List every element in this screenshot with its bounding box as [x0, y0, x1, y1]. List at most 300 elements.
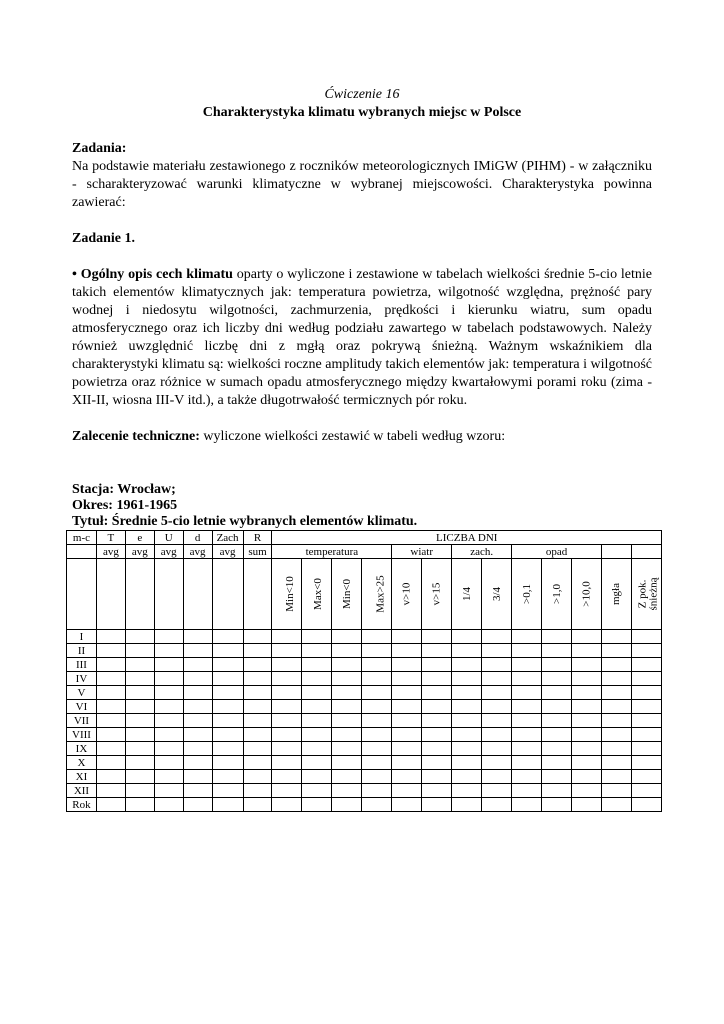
- table-cell: [572, 630, 602, 644]
- table-cell: [362, 700, 392, 714]
- table-cell: [512, 742, 542, 756]
- table-cell: [183, 658, 212, 672]
- table-cell: [96, 644, 125, 658]
- table-cell: [631, 756, 661, 770]
- table-cell: [422, 686, 452, 700]
- table-cell: [631, 686, 661, 700]
- table-cell: [272, 770, 302, 784]
- table-cell: [542, 630, 572, 644]
- table-cell: [332, 728, 362, 742]
- table-cell: [302, 714, 332, 728]
- table-cell: [572, 686, 602, 700]
- vertical-header: mgła: [601, 559, 631, 630]
- table-cell: [512, 700, 542, 714]
- table-cell: [482, 770, 512, 784]
- table-cell: [272, 742, 302, 756]
- table-cell: [125, 686, 154, 700]
- table-cell: [512, 756, 542, 770]
- table-cell: [601, 700, 631, 714]
- table-cell: [631, 770, 661, 784]
- table-cell: [392, 728, 422, 742]
- table-cell: [392, 644, 422, 658]
- month-label: IX: [67, 742, 97, 756]
- table-cell: [452, 742, 482, 756]
- table-cell: [572, 798, 602, 812]
- month-label: III: [67, 658, 97, 672]
- table-cell: [542, 658, 572, 672]
- table-cell: [392, 756, 422, 770]
- table-cell: [572, 784, 602, 798]
- table-cell: [601, 728, 631, 742]
- table-cell: [272, 672, 302, 686]
- header-cell: [67, 545, 97, 559]
- table-cell: [452, 784, 482, 798]
- table-cell: [452, 686, 482, 700]
- table-cell: [512, 770, 542, 784]
- table-cell: [125, 714, 154, 728]
- table-cell: [183, 728, 212, 742]
- table-cell: [362, 756, 392, 770]
- table-cell: [392, 700, 422, 714]
- table-cell: [512, 658, 542, 672]
- table-cell: [272, 784, 302, 798]
- month-label: IV: [67, 672, 97, 686]
- table-cell: [512, 798, 542, 812]
- table-cell: [212, 672, 243, 686]
- table-cell: [125, 770, 154, 784]
- header-cell: [67, 559, 97, 630]
- header-cell: U: [154, 531, 183, 545]
- table-cell: [542, 644, 572, 658]
- tasks-text: Na podstawie materiału zestawionego z roczników meteorologicznych IMiGW (PIHM) - w załączniku - scharakteryzować warunki klimatyczne w wybranej miejscowości. Charakterystyka powinna zawierać:: [72, 159, 652, 210]
- table-cell: [542, 728, 572, 742]
- header-cell: [601, 545, 631, 559]
- table-cell: [631, 672, 661, 686]
- table-cell: [631, 728, 661, 742]
- table-cell: [362, 630, 392, 644]
- table-row: [67, 686, 662, 700]
- table-cell: [212, 770, 243, 784]
- month-label: Rok: [67, 798, 97, 812]
- table-cell: [96, 742, 125, 756]
- snow-line1: Z pok.: [636, 579, 649, 609]
- document-page: [72, 86, 660, 812]
- table-cell: [302, 728, 332, 742]
- month-label: XII: [67, 784, 97, 798]
- table-row: [67, 630, 662, 644]
- table-cell: [362, 770, 392, 784]
- table-title: Tytuł: Średnie 5-cio letnie wybranych elementów klimatu.: [72, 514, 418, 529]
- table-cell: [422, 742, 452, 756]
- table-cell: [542, 756, 572, 770]
- table-cell: [243, 672, 272, 686]
- station-period: Okres: 1961-1965: [72, 498, 178, 513]
- table-cell: [96, 784, 125, 798]
- table-cell: [452, 728, 482, 742]
- table-row: [67, 644, 662, 658]
- table-cell: [96, 714, 125, 728]
- table-cell: [512, 728, 542, 742]
- climate-table: [66, 530, 662, 812]
- header-cell: [212, 559, 243, 630]
- table-cell: [96, 630, 125, 644]
- table-cell: [482, 742, 512, 756]
- table-cell: [154, 672, 183, 686]
- table-cell: [125, 756, 154, 770]
- table-cell: [212, 630, 243, 644]
- table-cell: [212, 728, 243, 742]
- header-row-3: [67, 559, 662, 630]
- header-cell: [125, 559, 154, 630]
- table-cell: [183, 770, 212, 784]
- table-cell: [125, 784, 154, 798]
- table-cell: [183, 798, 212, 812]
- vertical-header: Max<0: [302, 559, 332, 630]
- table-cell: [452, 644, 482, 658]
- table-cell: [422, 798, 452, 812]
- table-cell: [601, 658, 631, 672]
- table-cell: [572, 672, 602, 686]
- table-row: [67, 672, 662, 686]
- table-cell: [154, 714, 183, 728]
- table-cell: [212, 798, 243, 812]
- table-cell: [243, 714, 272, 728]
- table-cell: [482, 756, 512, 770]
- task1-heading: Zadanie 1.: [72, 231, 136, 246]
- table-cell: [302, 756, 332, 770]
- vertical-header: 3/4: [482, 559, 512, 630]
- recommendation-lead: Zalecenie techniczne:: [72, 429, 200, 444]
- table-cell: [154, 686, 183, 700]
- table-cell: [512, 672, 542, 686]
- table-cell: [243, 686, 272, 700]
- header-cell: [243, 559, 272, 630]
- table-cell: [482, 798, 512, 812]
- table-cell: [272, 644, 302, 658]
- table-cell: [332, 770, 362, 784]
- table-cell: [482, 686, 512, 700]
- table-cell: [601, 630, 631, 644]
- table-cell: [125, 672, 154, 686]
- table-cell: [212, 784, 243, 798]
- table-cell: [572, 756, 602, 770]
- table-cell: [302, 644, 332, 658]
- table-cell: [572, 714, 602, 728]
- table-cell: [422, 672, 452, 686]
- vertical-header: >10,0: [572, 559, 602, 630]
- table-cell: [154, 756, 183, 770]
- table-cell: [183, 756, 212, 770]
- table-row: [67, 714, 662, 728]
- table-row: [67, 784, 662, 798]
- table-cell: [601, 742, 631, 756]
- month-label: II: [67, 644, 97, 658]
- table-cell: [125, 742, 154, 756]
- table-cell: [302, 742, 332, 756]
- table-cell: [212, 756, 243, 770]
- table-cell: [452, 658, 482, 672]
- table-cell: [601, 784, 631, 798]
- table-cell: [362, 644, 392, 658]
- table-cell: [482, 672, 512, 686]
- header-cell: avg: [183, 545, 212, 559]
- header-cell: Zach: [212, 531, 243, 545]
- table-cell: [272, 798, 302, 812]
- month-label: XI: [67, 770, 97, 784]
- table-cell: [272, 700, 302, 714]
- table-cell: [183, 644, 212, 658]
- table-cell: [154, 770, 183, 784]
- table-cell: [392, 658, 422, 672]
- table-cell: [601, 714, 631, 728]
- table-cell: [154, 700, 183, 714]
- table-cell: [125, 644, 154, 658]
- table-cell: [96, 798, 125, 812]
- table-cell: [512, 644, 542, 658]
- header-cell: d: [183, 531, 212, 545]
- table-cell: [96, 770, 125, 784]
- table-cell: [125, 700, 154, 714]
- table-cell: [482, 658, 512, 672]
- table-cell: [542, 686, 572, 700]
- table-cell: [332, 672, 362, 686]
- table-cell: [631, 742, 661, 756]
- table-cell: [572, 644, 602, 658]
- table-cell: [332, 658, 362, 672]
- vertical-header: v>10: [392, 559, 422, 630]
- header-cell: m-c: [67, 531, 97, 545]
- table-cell: [243, 700, 272, 714]
- exercise-number: Ćwiczenie 16: [324, 87, 400, 102]
- table-cell: [601, 672, 631, 686]
- table-cell: [302, 672, 332, 686]
- table-cell: [392, 784, 422, 798]
- group-opad: opad: [512, 545, 602, 559]
- table-cell: [362, 784, 392, 798]
- table-cell: [631, 714, 661, 728]
- table-cell: [482, 630, 512, 644]
- table-cell: [183, 630, 212, 644]
- table-cell: [154, 742, 183, 756]
- header-row-2: [67, 545, 662, 559]
- table-cell: [243, 742, 272, 756]
- table-cell: [362, 714, 392, 728]
- table-cell: [512, 784, 542, 798]
- table-cell: [332, 784, 362, 798]
- task1-text: oparty o wyliczone i zestawione w tabelach wielkości średnie 5-cio letnie takich elementów klimatycznych jak: temperatura powietrza, wilgotność względna, prężność pary wodnej i niedosytu wilgotności, zachmurzenia, prędkości i kierunku wiatru, sum opadu atmosferycznego oraz ich liczby dni według podziału zawartego w tabelach podstawowych. Należy również uwzględnić liczbę dni z mgłą oraz pokrywą śnieżną. Ważnym wskaźnikiem dla charakterystyki klimatu są: wielkości roczne amplitudy takich elementów jak: temperatura i wilgotność powietrza oraz różnice w sumach opadu atmosferycznego między kwartałowymi porami roku (zima - XII-II, wiosna III-V itd.), a także długotrwałość termicznych pór roku.: [72, 267, 652, 408]
- table-cell: [452, 672, 482, 686]
- table-cell: [572, 728, 602, 742]
- table-cell: [272, 714, 302, 728]
- table-cell: [154, 784, 183, 798]
- table-cell: [482, 644, 512, 658]
- table-cell: [272, 756, 302, 770]
- table-cell: [96, 728, 125, 742]
- table-cell: [422, 784, 452, 798]
- vertical-header: >0,1: [512, 559, 542, 630]
- table-row: [67, 700, 662, 714]
- table-cell: [362, 686, 392, 700]
- recommendation-paragraph: [72, 428, 652, 446]
- table-cell: [125, 728, 154, 742]
- table-cell: [362, 672, 392, 686]
- table-cell: [212, 714, 243, 728]
- table-cell: [601, 644, 631, 658]
- table-cell: [422, 700, 452, 714]
- vertical-header: 1/4: [452, 559, 482, 630]
- table-cell: [422, 630, 452, 644]
- table-cell: [243, 644, 272, 658]
- table-cell: [154, 728, 183, 742]
- recommendation-text: wyliczone wielkości zestawić w tabeli według wzoru:: [199, 429, 506, 444]
- table-cell: [542, 798, 572, 812]
- month-label: V: [67, 686, 97, 700]
- header-cell: R: [243, 531, 272, 545]
- table-cell: [302, 630, 332, 644]
- station-block: [72, 482, 652, 530]
- month-label: X: [67, 756, 97, 770]
- table-cell: [243, 784, 272, 798]
- table-cell: [542, 672, 572, 686]
- table-cell: [542, 784, 572, 798]
- group-temperatura: temperatura: [272, 545, 392, 559]
- table-cell: [302, 784, 332, 798]
- month-label: I: [67, 630, 97, 644]
- tasks-section: [72, 140, 652, 212]
- month-label: VI: [67, 700, 97, 714]
- table-cell: [243, 770, 272, 784]
- table-cell: [125, 630, 154, 644]
- table-cell: [96, 756, 125, 770]
- group-wiatr: wiatr: [392, 545, 452, 559]
- table-cell: [212, 644, 243, 658]
- table-cell: [392, 770, 422, 784]
- table-cell: [392, 630, 422, 644]
- table-cell: [302, 700, 332, 714]
- table-cell: [631, 644, 661, 658]
- table-cell: [332, 742, 362, 756]
- table-cell: [482, 714, 512, 728]
- table-cell: [572, 658, 602, 672]
- table-cell: [452, 630, 482, 644]
- table-cell: [422, 770, 452, 784]
- table-row: [67, 798, 662, 812]
- table-cell: [302, 686, 332, 700]
- table-cell: [392, 714, 422, 728]
- header-cell: avg: [154, 545, 183, 559]
- table-cell: [243, 658, 272, 672]
- table-cell: [452, 756, 482, 770]
- table-cell: [512, 630, 542, 644]
- table-cell: [392, 686, 422, 700]
- table-cell: [332, 700, 362, 714]
- header-cell: [154, 559, 183, 630]
- table-cell: [601, 770, 631, 784]
- table-cell: [332, 756, 362, 770]
- header-cell: e: [125, 531, 154, 545]
- table-cell: [542, 770, 572, 784]
- table-cell: [154, 658, 183, 672]
- table-cell: [422, 756, 452, 770]
- table-cell: [154, 798, 183, 812]
- table-cell: [542, 742, 572, 756]
- table-cell: [96, 658, 125, 672]
- header-cell: avg: [212, 545, 243, 559]
- table-cell: [631, 658, 661, 672]
- table-cell: [183, 784, 212, 798]
- table-cell: [272, 658, 302, 672]
- table-cell: [362, 742, 392, 756]
- table-cell: [154, 644, 183, 658]
- table-cell: [512, 714, 542, 728]
- table-cell: [212, 658, 243, 672]
- header-cell: sum: [243, 545, 272, 559]
- table-cell: [302, 658, 332, 672]
- table-cell: [392, 672, 422, 686]
- table-cell: [96, 672, 125, 686]
- table-cell: [362, 798, 392, 812]
- table-cell: [154, 630, 183, 644]
- table-cell: [243, 728, 272, 742]
- table-cell: [125, 798, 154, 812]
- table-cell: [272, 686, 302, 700]
- liczba-dni-header: LICZBA DNI: [272, 531, 662, 545]
- table-cell: [572, 742, 602, 756]
- table-cell: [422, 728, 452, 742]
- table-cell: [272, 630, 302, 644]
- table-cell: [392, 742, 422, 756]
- table-cell: [452, 798, 482, 812]
- table-cell: [302, 798, 332, 812]
- station-name: Stacja: Wrocław;: [72, 482, 176, 497]
- table-cell: [482, 700, 512, 714]
- month-label: VII: [67, 714, 97, 728]
- table-cell: [96, 700, 125, 714]
- tasks-heading: Zadania:: [72, 141, 127, 156]
- table-cell: [362, 658, 392, 672]
- table-cell: [362, 728, 392, 742]
- table-cell: [332, 686, 362, 700]
- table-cell: [302, 770, 332, 784]
- header-cell: avg: [96, 545, 125, 559]
- vertical-header: Max>25: [362, 559, 392, 630]
- table-cell: [631, 784, 661, 798]
- table-body: [67, 531, 662, 812]
- table-cell: [542, 714, 572, 728]
- table-cell: [452, 714, 482, 728]
- table-cell: [96, 686, 125, 700]
- table-cell: [572, 770, 602, 784]
- table-row: [67, 728, 662, 742]
- table-cell: [332, 714, 362, 728]
- task1-paragraph: [72, 266, 652, 410]
- header-row-1: [67, 531, 662, 545]
- table-cell: [631, 630, 661, 644]
- table-cell: [422, 658, 452, 672]
- month-label: VIII: [67, 728, 97, 742]
- table-cell: [601, 686, 631, 700]
- document-title: Charakterystyka klimatu wybranych miejsc w Polsce: [202, 105, 522, 120]
- table-cell: [183, 742, 212, 756]
- table-row: [67, 770, 662, 784]
- table-cell: [601, 756, 631, 770]
- header-cell: T: [96, 531, 125, 545]
- table-cell: [243, 756, 272, 770]
- task1-section: [72, 230, 652, 410]
- table-cell: [183, 700, 212, 714]
- table-row: [67, 756, 662, 770]
- table-cell: [422, 714, 452, 728]
